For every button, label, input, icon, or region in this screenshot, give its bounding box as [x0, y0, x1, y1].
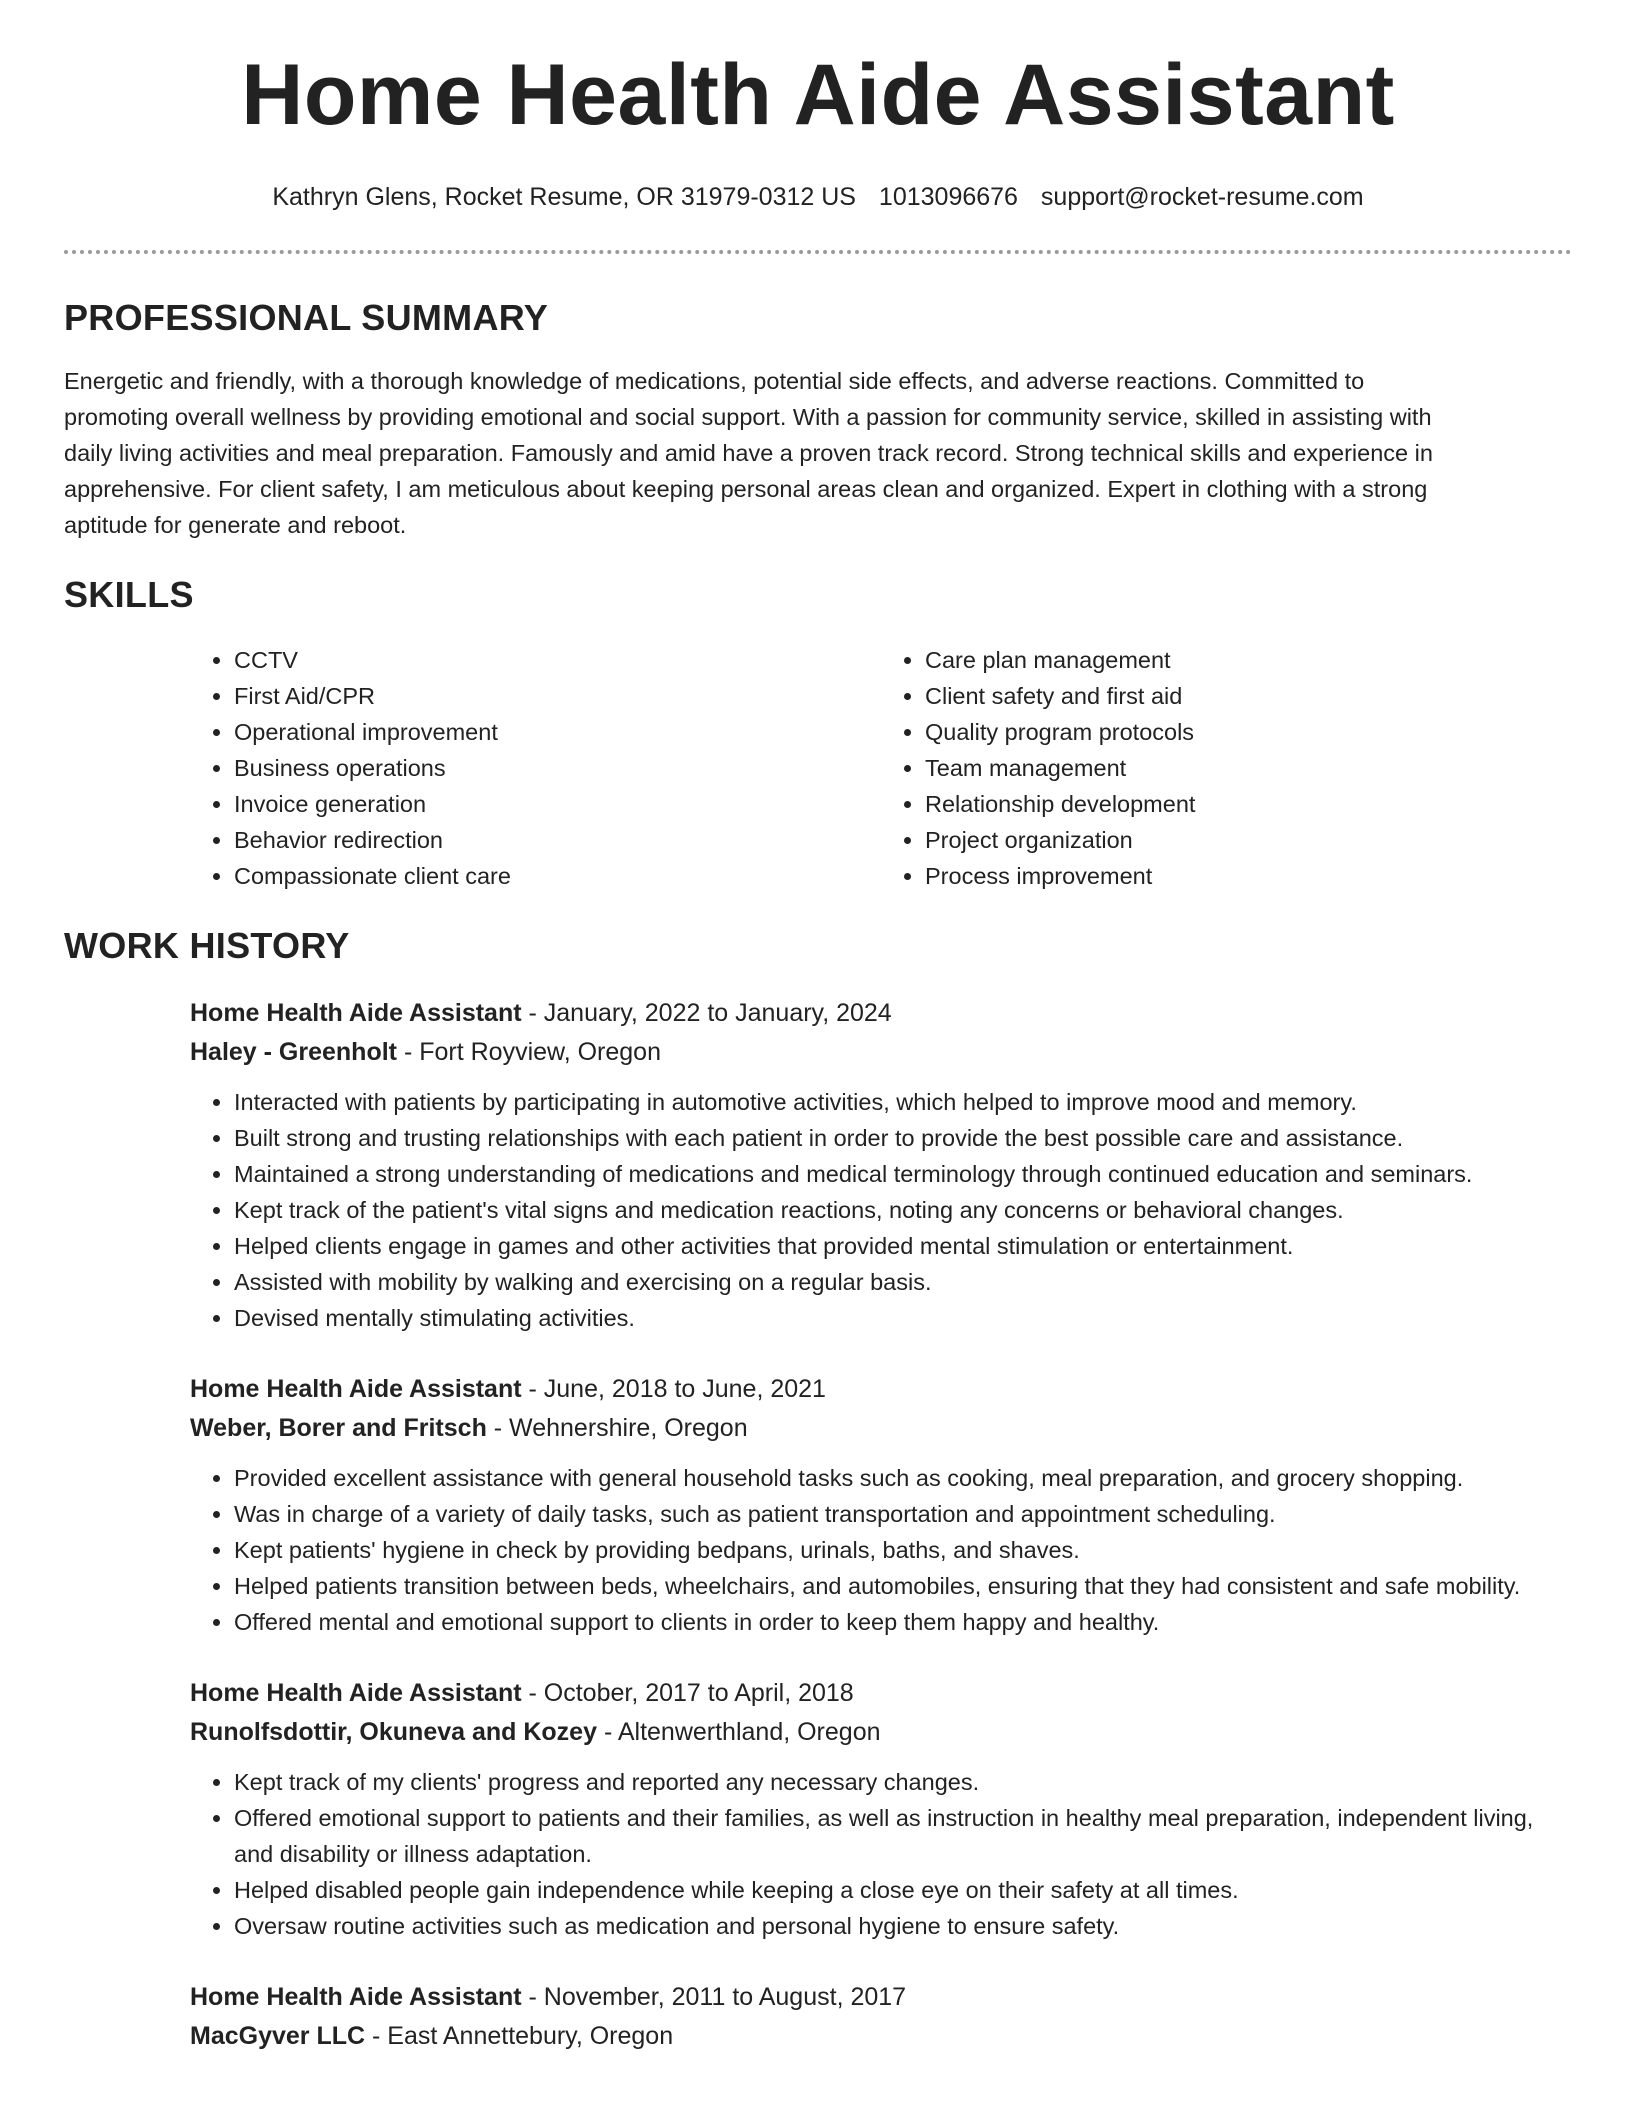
job-duty-item: • Helped patients transition between beds, wheelchairs, and automobiles, ensuring that they had consistent and safe mobility.: [234, 1568, 1572, 1604]
job-company-line: [190, 1033, 1572, 1072]
job-company-line: [190, 1409, 1572, 1448]
contact-line: [64, 182, 1572, 212]
contact-email: support@rocket-resume.com: [1040, 183, 1364, 211]
skill-item: • Project organization: [925, 822, 1572, 858]
job-company: MacGyver LLC: [190, 2021, 366, 2050]
job-title: Home Health Aide Assistant: [190, 998, 522, 1027]
skill-item: • Process improvement: [925, 858, 1572, 894]
skill-item: • CCTV: [234, 642, 881, 678]
job-dates: - January, 2022 to January, 2024: [521, 998, 892, 1027]
job-entry: [190, 1674, 1572, 1944]
job-duty-item: • Kept track of the patient's vital signs and medication reactions, noting any concerns or behavioral changes.: [234, 1192, 1572, 1228]
job-duty-item: • Interacted with patients by participating in automotive activities, which helped to improve mood and memory.: [234, 1084, 1572, 1120]
job-duty-item: • Kept track of my clients' progress and reported any necessary changes.: [234, 1764, 1572, 1800]
job-title: Home Health Aide Assistant: [190, 1678, 522, 1707]
skill-item: • Quality program protocols: [925, 714, 1572, 750]
skill-item: • Relationship development: [925, 786, 1572, 822]
skill-item: • Operational improvement: [234, 714, 881, 750]
job-duty-item: • Assisted with mobility by walking and exercising on a regular basis.: [234, 1264, 1572, 1300]
job-location: - Wehnershire, Oregon: [486, 1413, 748, 1442]
contact-phone: 1013096676: [878, 183, 1018, 211]
skill-item: • Client safety and first aid: [925, 678, 1572, 714]
job-duties-list: [190, 1084, 1572, 1336]
job-dates: - November, 2011 to August, 2017: [521, 1982, 907, 2011]
job-duty-item: • Provided excellent assistance with general household tasks such as cooking, meal preparation, and grocery shopping.: [234, 1460, 1572, 1496]
job-entry: [190, 994, 1572, 1336]
job-duty-item: • Helped clients engage in games and other activities that provided mental stimulation or entertainment.: [234, 1228, 1572, 1264]
summary-section: [64, 296, 1572, 543]
job-company-line: [190, 2017, 1572, 2056]
job-title-line: [190, 994, 1572, 1033]
job-duty-item: • Oversaw routine activities such as medication and personal hygiene to ensure safety.: [234, 1908, 1572, 1944]
job-location: - East Annettebury, Oregon: [365, 2021, 674, 2050]
job-company: Runolfsdottir, Okuneva and Kozey: [190, 1717, 597, 1746]
job-entry: [190, 1370, 1572, 1640]
summary-heading: PROFESSIONAL SUMMARY: [64, 297, 549, 338]
skills-section: [64, 573, 1572, 894]
job-duty-item: • Maintained a strong understanding of medications and medical terminology through continued education and seminars.: [234, 1156, 1572, 1192]
job-list: [190, 994, 1572, 2056]
job-title-line: [190, 1674, 1572, 1713]
job-location: - Fort Royview, Oregon: [397, 1037, 661, 1066]
job-duty-item: • Helped disabled people gain independence while keeping a close eye on their safety at all times.: [234, 1872, 1572, 1908]
skill-item: • Business operations: [234, 750, 881, 786]
job-dates: - October, 2017 to April, 2018: [521, 1678, 854, 1707]
skills-column-right: [881, 642, 1572, 894]
job-dates: - June, 2018 to June, 2021: [521, 1374, 826, 1403]
job-duty-item: • Kept patients' hygiene in check by providing bedpans, urinals, baths, and shaves.: [234, 1532, 1572, 1568]
skills-grid: [190, 642, 1572, 894]
job-entry: [190, 1978, 1572, 2056]
job-duties-list: [190, 1764, 1572, 1944]
skill-item: • First Aid/CPR: [234, 678, 881, 714]
job-company: Weber, Borer and Fritsch: [190, 1413, 487, 1442]
job-duty-item: • Devised mentally stimulating activities.: [234, 1300, 1572, 1336]
skills-column-left: [190, 642, 881, 894]
job-location: - Altenwerthland, Oregon: [597, 1717, 881, 1746]
job-duties-list: [190, 1460, 1572, 1640]
skill-item: • Care plan management: [925, 642, 1572, 678]
job-duty-item: • Offered emotional support to patients and their families, as well as instruction in healthy meal preparation, independent living, and disability or illness adaptation.: [234, 1800, 1572, 1872]
job-title: Home Health Aide Assistant: [190, 1982, 522, 2011]
job-company: Haley - Greenholt: [190, 1037, 397, 1066]
work-history-heading: WORK HISTORY: [64, 925, 350, 967]
header-divider: [64, 250, 1572, 254]
work-history-section: [64, 924, 1572, 2055]
job-company-line: [190, 1713, 1572, 1752]
contact-address: Kathryn Glens, Rocket Resume, OR 31979-0312 US: [272, 183, 856, 211]
job-title-line: [190, 1370, 1572, 1409]
skill-item: • Behavior redirection: [234, 822, 881, 858]
job-title-line: [190, 1978, 1572, 2017]
job-title: Home Health Aide Assistant: [190, 1374, 522, 1403]
resume-content: [64, 296, 1572, 2086]
skill-item: • Compassionate client care: [234, 858, 881, 894]
summary-text: Energetic and friendly, with a thorough knowledge of medications, potential side effects, and adverse reactions. Committed to promoting overall wellness by providing emotional and social support. With a passion for community service, skilled in assisting with daily living activities and meal preparation. Famously and amid have a proven track record. Strong technical skills and experience in apprehensive. For client safety, I am meticulous about keeping personal areas clean and organized. Expert in clothing with a strong aptitude for generate and reboot.: [64, 368, 1433, 539]
candidate-name: Home Health Aide Assistant: [241, 47, 1395, 143]
skill-item: • Team management: [925, 750, 1572, 786]
job-duty-item: • Was in charge of a variety of daily tasks, such as patient transportation and appointment scheduling.: [234, 1496, 1572, 1532]
skills-heading: SKILLS: [64, 574, 194, 616]
skill-item: • Invoice generation: [234, 786, 881, 822]
job-duty-item: • Built strong and trusting relationships with each patient in order to provide the best possible care and assistance.: [234, 1120, 1572, 1156]
job-duty-item: • Offered mental and emotional support to clients in order to keep them happy and healthy.: [234, 1604, 1572, 1640]
